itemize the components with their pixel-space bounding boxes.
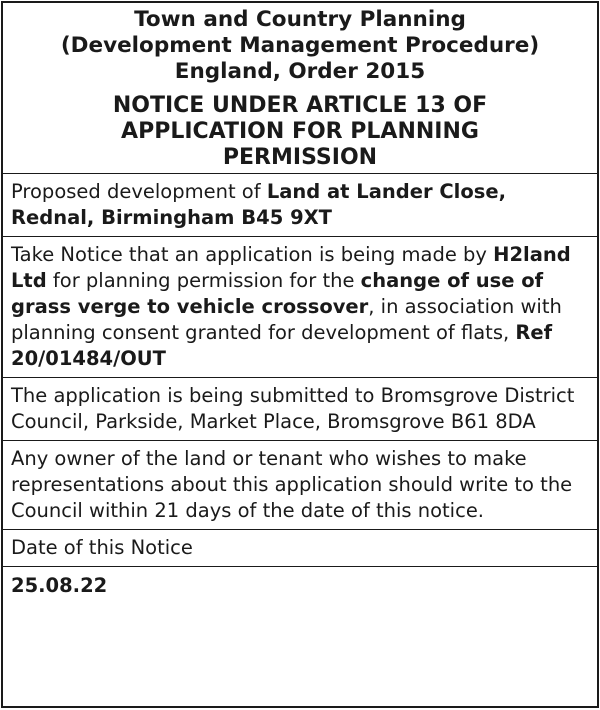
planning-notice (1, 1, 599, 708)
submission-paragraph: The application is being submitted to Bromsgrove District Council, Parkside, Market Place, Bromsgrove B61 8DA (11, 384, 575, 433)
date-label: Date of this Notice (11, 536, 193, 559)
application-paragraph (11, 237, 589, 377)
notice-title-line1: NOTICE UNDER ARTICLE 13 OF (112, 93, 488, 118)
notice-title-line3: PERMISSION (222, 145, 378, 170)
proposal-paragraph (11, 174, 589, 236)
application-text3: , in association with planning consent granted for development of flats, (11, 295, 562, 344)
legislation-title-line1: Town and Country Planning (134, 7, 466, 32)
notice-title-line2: APPLICATION FOR PLANNING (121, 119, 479, 144)
application-reference: Ref 20/01484/OUT (11, 321, 553, 370)
notice-date: 25.08.22 (11, 574, 108, 597)
application-text1: Take Notice that an application is being made by (11, 243, 494, 266)
notice-header (11, 7, 589, 173)
legislation-title-line3: England, Order 2015 (174, 59, 426, 84)
representations-paragraph: Any owner of the land or tenant who wishes to make representations about this application should write to the Council within 21 days of the date of this notice. (11, 447, 573, 522)
applicant-name: H2land Ltd (11, 243, 571, 292)
legislation-title-line2: (Development Management Procedure) (60, 33, 540, 58)
application-text2: for planning permission for the (46, 269, 361, 292)
proposal-prefix: Proposed development of (11, 180, 267, 203)
proposal-site: Land at Lander Close, Rednal, Birmingham B45 9XT (11, 180, 506, 229)
development-description: change of use of grass verge to vehicle crossover (11, 269, 544, 318)
